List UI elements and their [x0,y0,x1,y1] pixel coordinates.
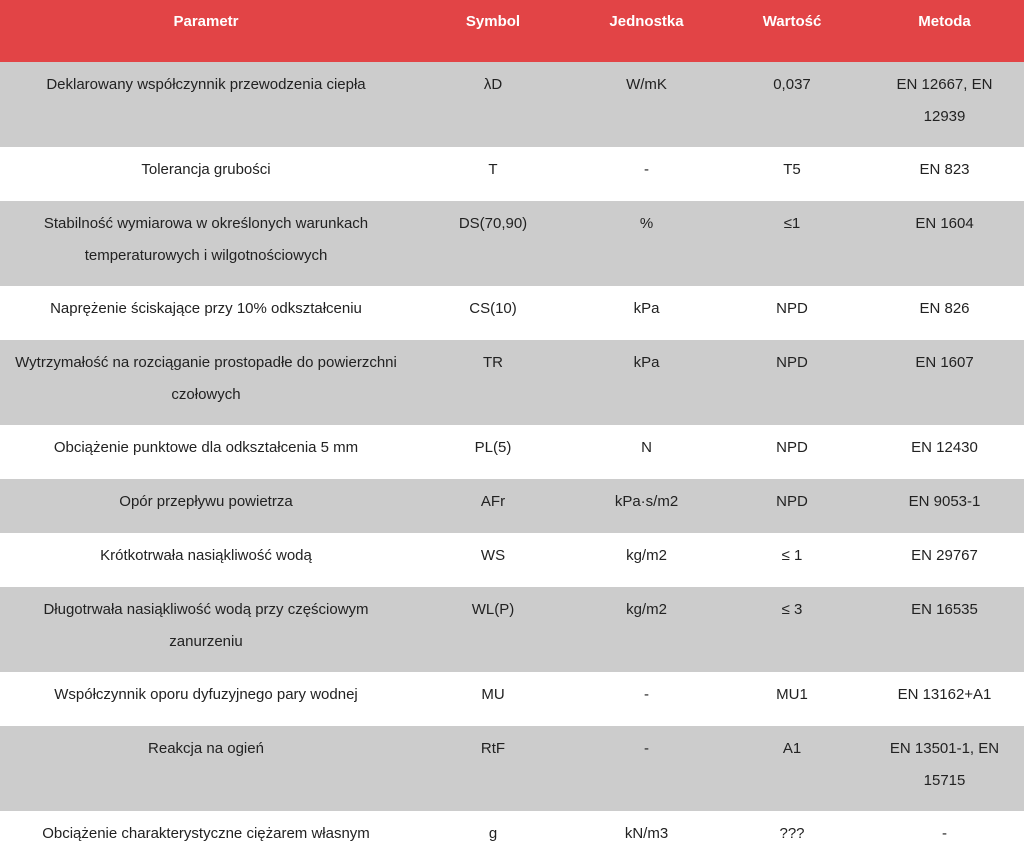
cell-parametr: Obciążenie charakterystyczne ciężarem własnym [0,811,412,865]
cell-metoda: EN 12667, EN 12939 [865,62,1024,147]
cell-parametr: Stabilność wymiarowa w określonych warunkach temperaturowych i wilgotnościowych [0,201,412,286]
cell-metoda: EN 823 [865,147,1024,201]
cell-metoda: EN 29767 [865,533,1024,587]
cell-wartosc: NPD [719,340,865,425]
cell-wartosc: NPD [719,479,865,533]
cell-symbol: WL(P) [412,587,574,672]
table-row [0,201,1024,286]
cell-symbol: DS(70,90) [412,201,574,286]
cell-parametr: Opór przepływu powietrza [0,479,412,533]
cell-jednostka: kg/m2 [574,533,719,587]
cell-wartosc: ≤ 3 [719,587,865,672]
cell-parametr: Deklarowany współczynnik przewodzenia ciepła [0,62,412,147]
table-row [0,533,1024,587]
cell-symbol: MU [412,672,574,726]
cell-metoda: - [865,811,1024,865]
column-header-parametr: Parametr [0,0,412,62]
cell-wartosc: A1 [719,726,865,811]
column-header-symbol: Symbol [412,0,574,62]
header-row [0,0,1024,62]
cell-metoda: EN 1607 [865,340,1024,425]
cell-symbol: TR [412,340,574,425]
cell-metoda: EN 826 [865,286,1024,340]
cell-wartosc: ??? [719,811,865,865]
table-row [0,587,1024,672]
cell-jednostka: kPa·s/m2 [574,479,719,533]
cell-metoda: EN 1604 [865,201,1024,286]
cell-jednostka: kg/m2 [574,587,719,672]
table-row [0,62,1024,147]
cell-parametr: Obciążenie punktowe dla odkształcenia 5 mm [0,425,412,479]
cell-wartosc: 0,037 [719,62,865,147]
cell-jednostka: kPa [574,340,719,425]
cell-jednostka: - [574,147,719,201]
cell-jednostka: - [574,672,719,726]
cell-metoda: EN 13162+A1 [865,672,1024,726]
cell-symbol: g [412,811,574,865]
cell-jednostka: kPa [574,286,719,340]
cell-jednostka: kN/m3 [574,811,719,865]
cell-wartosc: NPD [719,286,865,340]
cell-parametr: Wytrzymałość na rozciąganie prostopadłe do powierzchni czołowych [0,340,412,425]
cell-wartosc: NPD [719,425,865,479]
table-row [0,479,1024,533]
cell-symbol: λD [412,62,574,147]
table-row [0,147,1024,201]
cell-symbol: AFr [412,479,574,533]
cell-symbol: CS(10) [412,286,574,340]
cell-wartosc: T5 [719,147,865,201]
column-header-jednostka: Jednostka [574,0,719,62]
cell-parametr: Tolerancja grubości [0,147,412,201]
cell-parametr: Krótkotrwała nasiąkliwość wodą [0,533,412,587]
cell-jednostka: N [574,425,719,479]
table-row [0,726,1024,811]
cell-symbol: RtF [412,726,574,811]
table-header [0,0,1024,62]
cell-metoda: EN 12430 [865,425,1024,479]
table-row [0,672,1024,726]
cell-symbol: T [412,147,574,201]
cell-wartosc: ≤ 1 [719,533,865,587]
table-row [0,286,1024,340]
cell-symbol: WS [412,533,574,587]
cell-wartosc: MU1 [719,672,865,726]
table-row [0,340,1024,425]
cell-jednostka: % [574,201,719,286]
cell-parametr: Reakcja na ogień [0,726,412,811]
cell-parametr: Naprężenie ściskające przy 10% odkształceniu [0,286,412,340]
table-row [0,811,1024,865]
cell-metoda: EN 13501-1, EN 15715 [865,726,1024,811]
cell-symbol: PL(5) [412,425,574,479]
column-header-wartosc: Wartość [719,0,865,62]
column-header-metoda: Metoda [865,0,1024,62]
table-body [0,62,1024,865]
cell-metoda: EN 9053-1 [865,479,1024,533]
cell-metoda: EN 16535 [865,587,1024,672]
cell-wartosc: ≤1 [719,201,865,286]
cell-parametr: Długotrwała nasiąkliwość wodą przy częściowym zanurzeniu [0,587,412,672]
table-row [0,425,1024,479]
cell-jednostka: - [574,726,719,811]
cell-jednostka: W/mK [574,62,719,147]
cell-parametr: Współczynnik oporu dyfuzyjnego pary wodnej [0,672,412,726]
